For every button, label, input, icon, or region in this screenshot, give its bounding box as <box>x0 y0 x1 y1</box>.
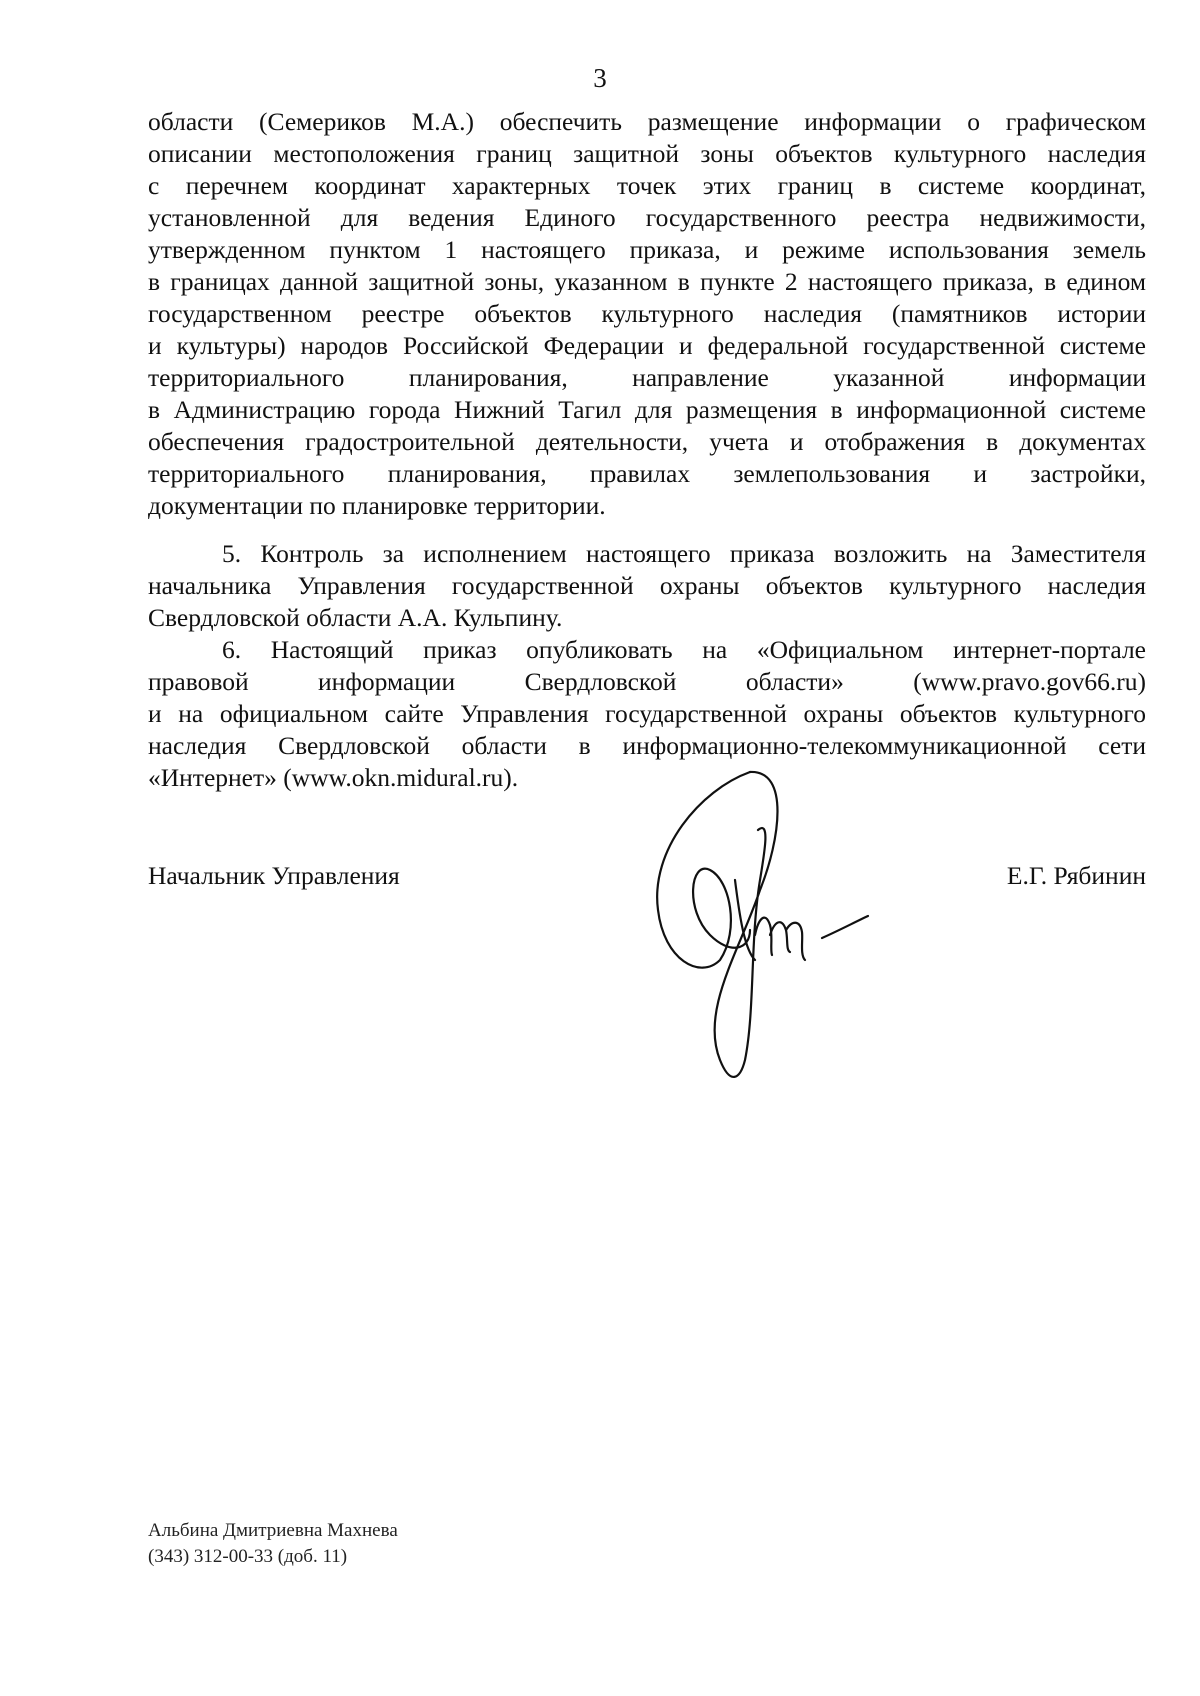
paragraph-5 <box>148 538 1146 634</box>
text-line: в границах данной защитной зоны, указанном в пункте 2 настоящего приказа, в едином <box>148 267 1146 296</box>
text-line: правовой информации Свердловской области» (www.pravo.gov66.ru) <box>148 667 1146 696</box>
text-line: «Интернет» (www.okn.midural.ru). <box>148 763 519 792</box>
paragraph-continuation <box>148 106 1146 522</box>
text-line: начальника Управления государственной охраны объектов культурного наследия <box>148 571 1146 600</box>
signatory-position: Начальник Управления <box>148 861 400 890</box>
text-line: описании местоположения границ защитной зоны объектов культурного наследия <box>148 139 1146 168</box>
text-line: обеспечения градостроительной деятельности, учета и отображения в документах <box>148 427 1146 456</box>
text-line: в Администрацию города Нижний Тагил для размещения в информационной системе <box>148 395 1146 424</box>
text-line: Свердловской области А.А. Кульпину. <box>148 603 563 632</box>
text-line: территориального планирования, направление указанной информации <box>148 363 1146 392</box>
signature-block <box>148 860 1146 894</box>
text-line: документации по планировке территории. <box>148 491 606 520</box>
text-line: и культуры) народов Российской Федерации и федеральной государственной системе <box>148 331 1146 360</box>
text-line: территориального планирования, правилах землепользования и застройки, <box>148 459 1146 488</box>
text-line: области (Семериков М.А.) обеспечить размещение информации о графическом <box>148 107 1146 136</box>
text-line: установленной для ведения Единого государственного реестра недвижимости, <box>148 203 1146 232</box>
executor-phone: (343) 312-00-33 (доб. 11) <box>148 1546 348 1567</box>
text-line: с перечнем координат характерных точек этих границ в системе координат, <box>148 171 1146 200</box>
text-line: 6. Настоящий приказ опубликовать на «Официальном интернет-портале <box>222 635 1146 664</box>
text-line: утвержденном пунктом 1 настоящего приказа, и режиме использования земель <box>148 235 1146 264</box>
executor-name: Альбина Дмитриевна Махнева <box>148 1520 398 1541</box>
text-line: государственном реестре объектов культурного наследия (памятников истории <box>148 299 1146 328</box>
text-line: 5. Контроль за исполнением настоящего приказа возложить на Заместителя <box>222 539 1146 568</box>
page-number: 3 <box>593 63 607 93</box>
signatory-name: Е.Г. Рябинин <box>1006 861 1146 890</box>
text-line: наследия Свердловской области в информационно-телекоммуникационной сети <box>148 731 1146 760</box>
text-line: и на официальном сайте Управления государственной охраны объектов культурного <box>148 699 1146 728</box>
handwritten-signature <box>640 760 900 1090</box>
executor-info <box>148 1518 398 1570</box>
